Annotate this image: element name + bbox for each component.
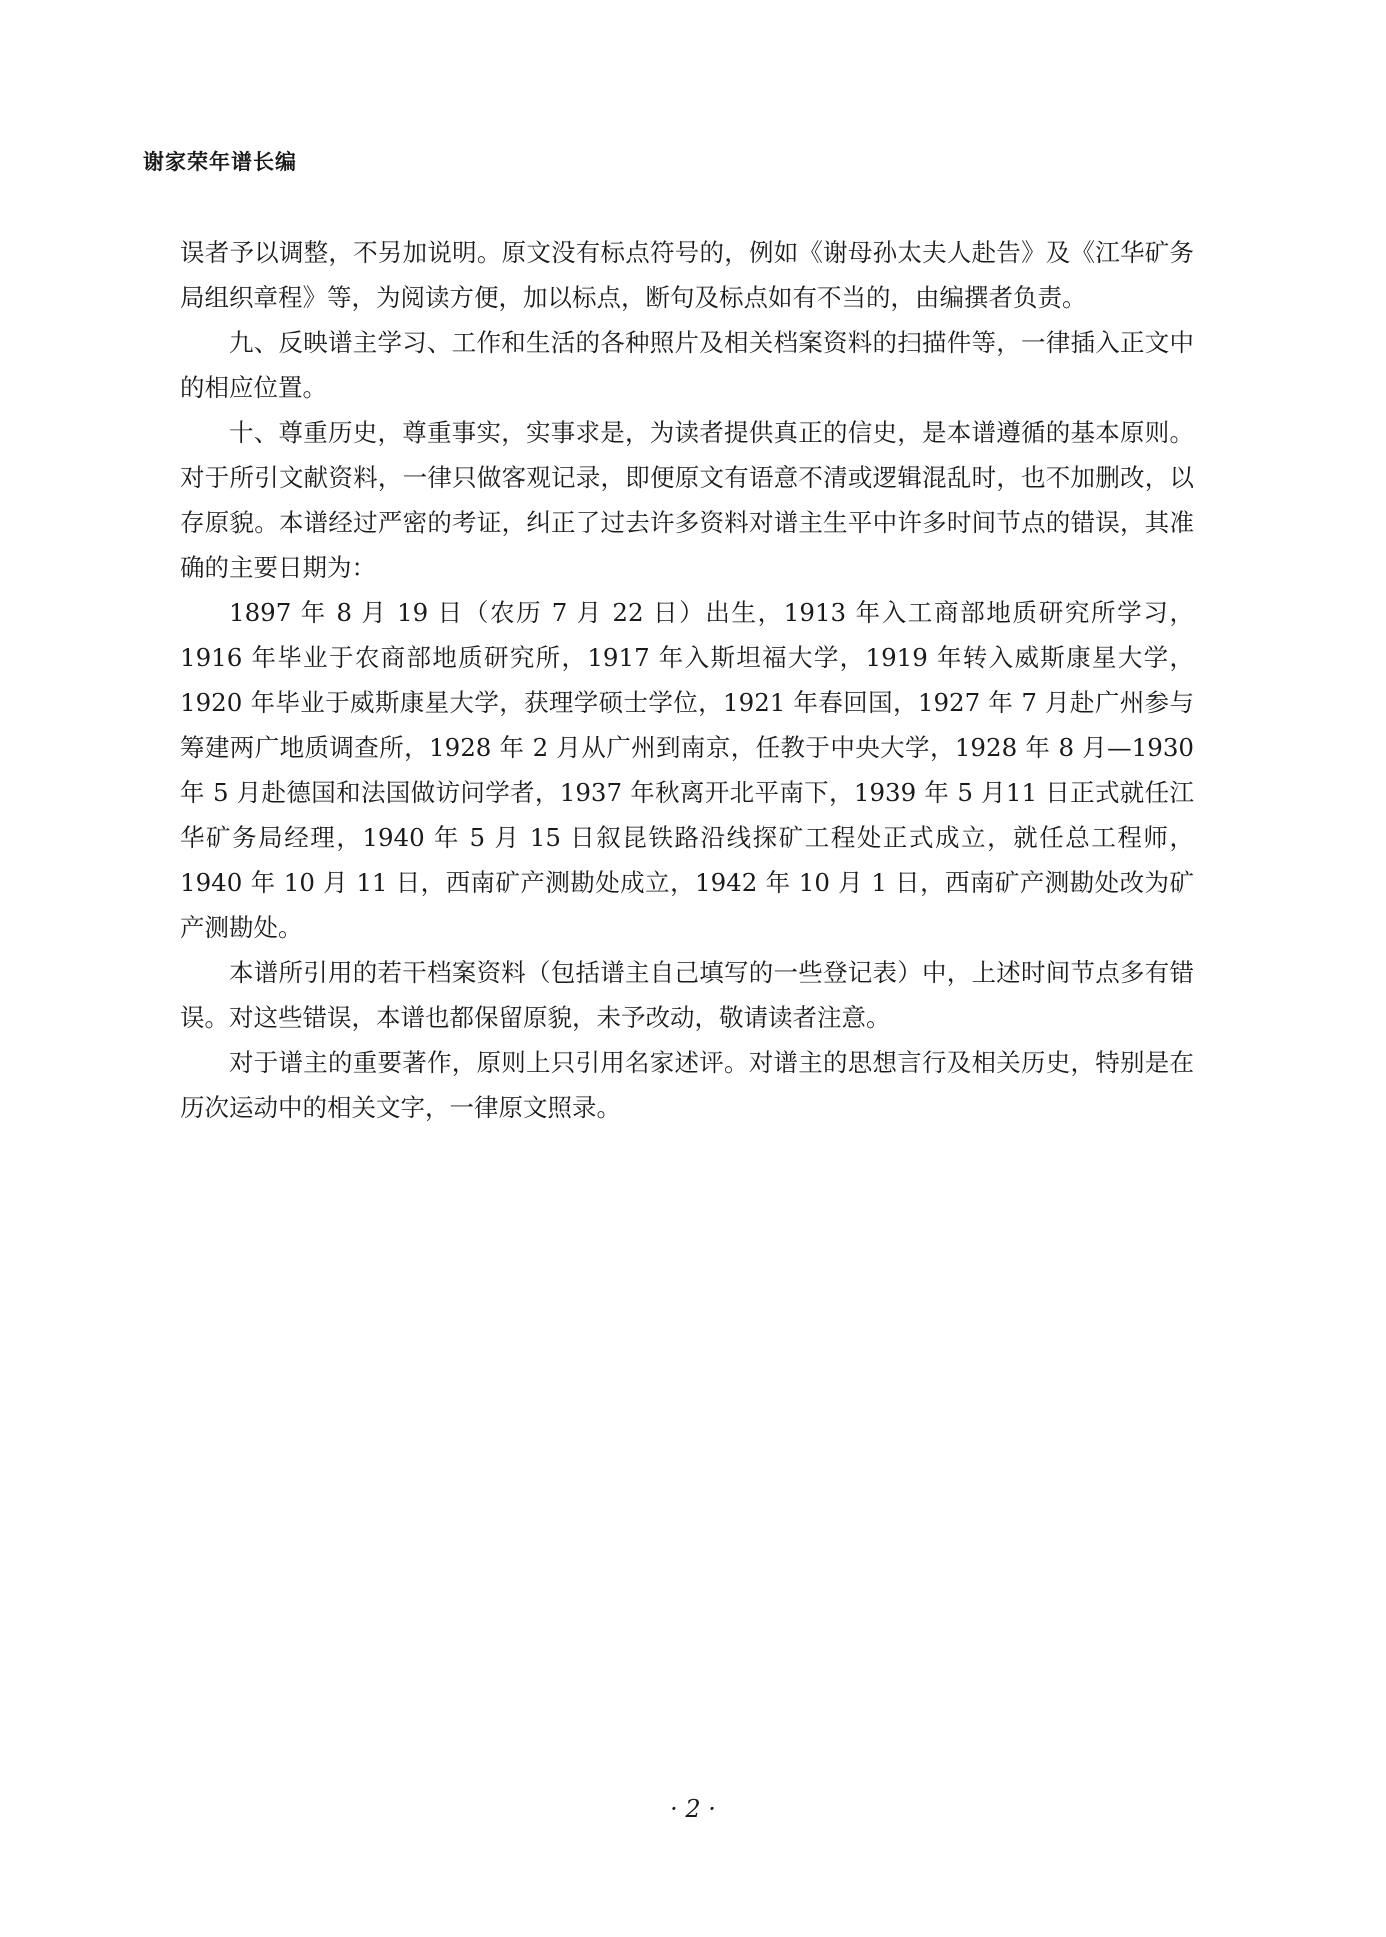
paragraph-archive-errors: 本谱所引用的若干档案资料（包括谱主自己填写的一些登记表）中，上述时间节点多有错误。对这些错误，本谱也都保留原貌，未予改动，敬请读者注意。 <box>180 958 1194 1032</box>
paragraph-item-10: 十、尊重历史，尊重事实，实事求是，为读者提供真正的信史，是本谱遵循的基本原则。对于所引文献资料，一律只做客观记录，即便原文有语意不清或逻辑混乱时，也不加删改，以存原貌。本谱经过严密的考证，纠正了过去许多资料对谱主生平中许多时间节点的错误，其准确的主要日期为： <box>180 418 1194 582</box>
body-text <box>180 230 1194 1130</box>
paragraph-key-dates: 1897 年 8 月 19 日（农历 7 月 22 日）出生，1913 年入工商部地质研究所学习，1916 年毕业于农商部地质研究所，1917 年入斯坦福大学，1919 年转入威斯康星大学，1920 年毕业于威斯康星大学，获理学硕士学位，1921 年春回国，1927 年 7 月赴广州参与筹建两广地质调查所，1928 年 2 月从广州到南京，任教于中央大学，1928 年 8 月—1930 年 5 月赴德国和法国做访问学者，1937 年秋离开北平南下，1939 年 5 月11 日正式就任江华矿务局经理，1940 年 5 月 15 日叙昆铁路沿线探矿工程处正式成立，就任总工程师，1940 年 10 月 11 日，西南矿产测勘处成立，1942 年 10 月 1 日，西南矿产测勘处改为矿产测勘处。 <box>180 598 1194 942</box>
paragraph-item-9: 九、反映谱主学习、工作和生活的各种照片及相关档案资料的扫描件等，一律插入正文中的相应位置。 <box>180 328 1194 402</box>
paragraph-works-policy: 对于谱主的重要著作，原则上只引用名家述评。对谱主的思想言行及相关历史，特别是在历次运动中的相关文字，一律原文照录。 <box>180 1048 1194 1122</box>
running-header: 谢家荣年谱长编 <box>143 150 297 174</box>
page-number: · 2 · <box>670 1795 716 1823</box>
paragraph-continued: 误者予以调整，不另加说明。原文没有标点符号的，例如《谢母孙太夫人赴告》及《江华矿务局组织章程》等，为阅读方便，加以标点，断句及标点如有不当的，由编撰者负责。 <box>180 238 1194 312</box>
